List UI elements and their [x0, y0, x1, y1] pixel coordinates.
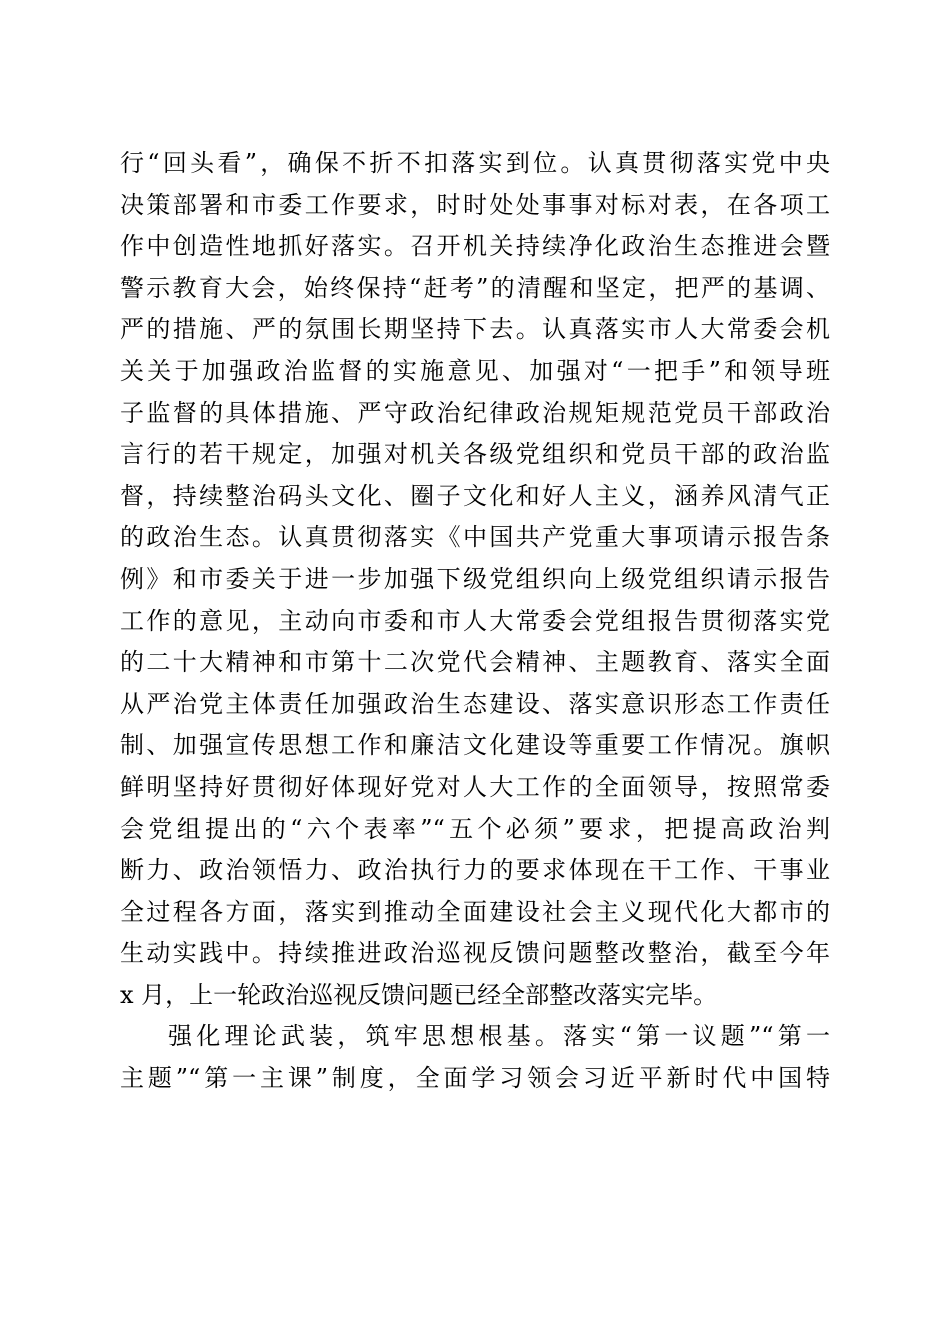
text-line: 鲜明坚持好贯彻好体现好党对人大工作的全面领导，按照常委	[120, 772, 830, 801]
text-line: 言行的若干规定，加强对机关各级党组织和党员干部的政治监	[120, 440, 830, 469]
text-line: 子监督的具体措施、严守政治纪律政治规矩规范党员干部政治	[120, 398, 830, 427]
text-line: 督，持续整治码头文化、圈子文化和好人主义，涵养风清气正	[120, 481, 830, 510]
text-line: 行“回头看”，确保不折不扣落实到位。认真贯彻落实党中央	[120, 149, 830, 177]
text-line: 工作的意见，主动向市委和市人大常委会党组报告贯彻落实党	[120, 606, 830, 635]
text-line: 关关于加强政治监督的实施意见、加强对“一把手”和领导班	[120, 356, 830, 385]
text-line: 的二十大精神和市第十二次党代会精神、主题教育、落实全面	[120, 648, 830, 677]
text-line: 从严治党主体责任加强政治生态建设、落实意识形态工作责任	[120, 689, 830, 718]
paragraph-1	[120, 143, 830, 1016]
text-line: 强化理论武装，筑牢思想根基。落实“第一议题”“第一	[168, 1022, 830, 1051]
text-line: 制、加强宣传思想工作和廉洁文化建设等重要工作情况。旗帜	[120, 731, 830, 760]
text-line: 生动实践中。持续推进政治巡视反馈问题整改整治，截至今年	[120, 939, 830, 968]
text-line: 断力、政治领悟力、政治执行力的要求体现在干工作、干事业	[120, 856, 830, 885]
text-line: 例》和市委关于进一步加强下级党组织向上级党组织请示报告	[120, 564, 830, 593]
body-text	[120, 143, 830, 1100]
text-line: x 月，上一轮政治巡视反馈问题已经全部整改落实完毕。	[120, 980, 718, 1009]
text-line: 作中创造性地抓好落实。召开机关持续净化政治生态推进会暨	[120, 232, 830, 261]
text-line: 严的措施、严的氛围长期坚持下去。认真落实市人大常委会机	[120, 315, 830, 344]
text-line: 决策部署和市委工作要求，时时处处事事对标对表，在各项工	[120, 190, 830, 219]
text-line: 的政治生态。认真贯彻落实《中国共产党重大事项请示报告条	[120, 523, 830, 552]
text-line: 警示教育大会，始终保持“赶考”的清醒和坚定，把严的基调、	[120, 273, 830, 302]
text-line: 主题”“第一主课”制度，全面学习领会习近平新时代中国特	[120, 1064, 830, 1093]
text-line: 会党组提出的“六个表率”“五个必须”要求，把提高政治判	[120, 814, 830, 843]
text-line: 全过程各方面，落实到推动全面建设社会主义现代化大都市的	[120, 897, 830, 926]
paragraph-2	[120, 1016, 830, 1099]
